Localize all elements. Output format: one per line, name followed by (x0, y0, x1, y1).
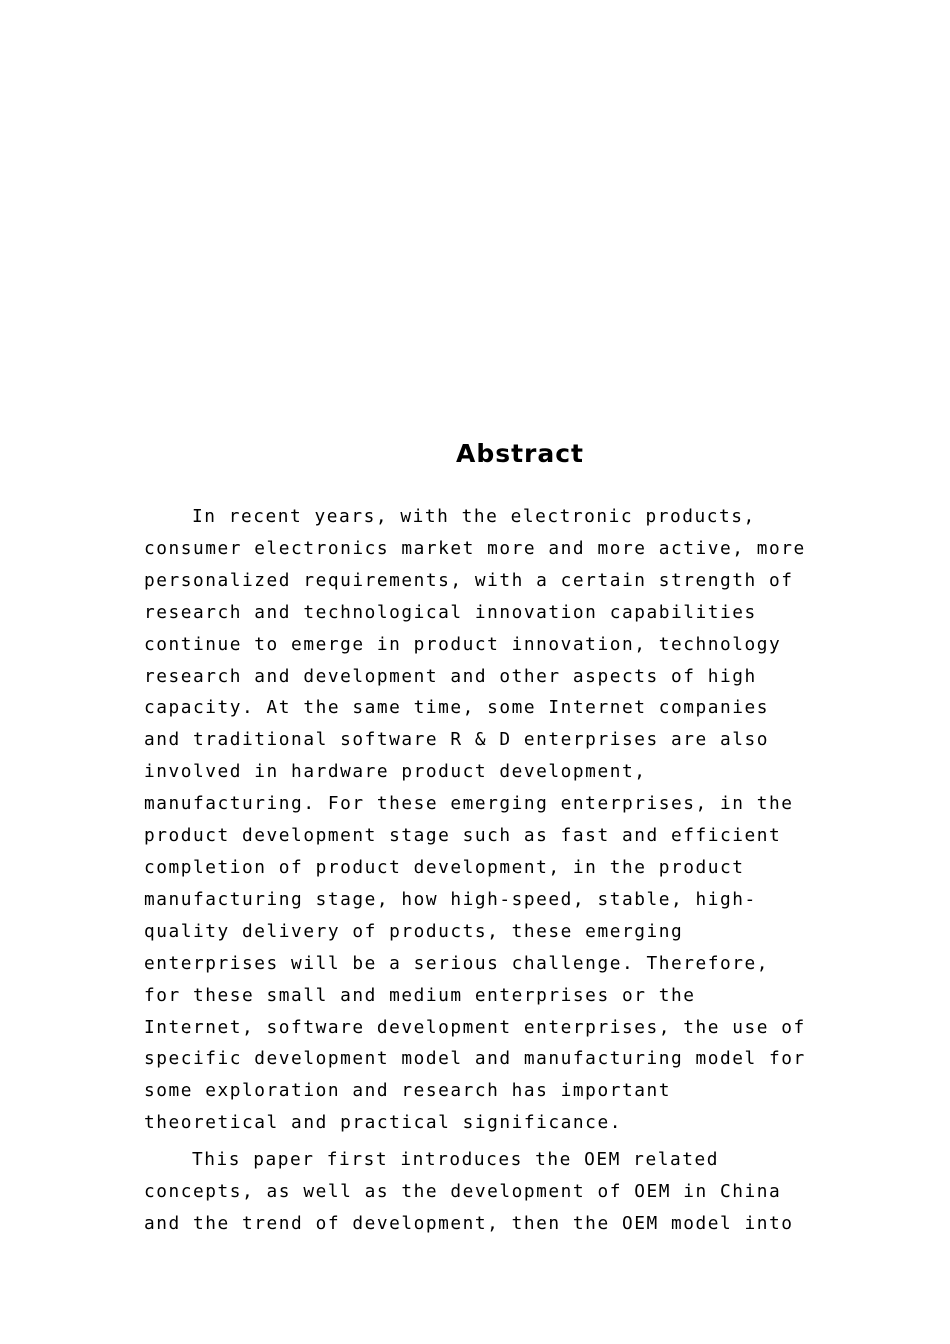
paragraph-line: quality delivery of products, these emerging (144, 920, 684, 942)
paragraph-line: theoretical and practical significance. (144, 1112, 622, 1134)
paragraph-line: personalized requirements, with a certain strength of (144, 569, 794, 591)
paragraph-line: consumer electronics market more and more active, more (144, 537, 806, 559)
paragraph-line: some exploration and research has important (144, 1080, 671, 1102)
paragraph-line: product development stage such as fast and efficient (144, 825, 782, 847)
paragraph-line: concepts, as well as the development of OEM in China (144, 1181, 782, 1203)
paragraph-line: capacity. At the same time, some Internet companies (144, 697, 770, 719)
paragraph-line: research and technological innovation capabilities (144, 601, 757, 623)
paragraph-line: In recent years, with the electronic products, (192, 506, 756, 527)
paragraph-line: manufacturing stage, how high-speed, stable, high- (144, 888, 757, 910)
abstract-body (144, 501, 844, 1240)
paragraph-line: continue to emerge in product innovation, technology (144, 633, 782, 655)
paragraph-line: research and development and other aspects of high (144, 665, 757, 687)
paragraph-line: for these small and medium enterprises or the (144, 984, 696, 1006)
paragraph-line: completion of product development, in the product (144, 856, 745, 878)
abstract-title: Abstract (455, 439, 585, 468)
paragraph-line: This paper first introduces the OEM related (192, 1149, 719, 1171)
paragraph-2 (144, 1144, 844, 1240)
paragraph-line: involved in hardware product development, (144, 761, 647, 783)
paragraph-line: specific development model and manufacturing model for (144, 1048, 806, 1070)
paragraph-line: manufacturing. For these emerging enterprises, in the (144, 793, 794, 815)
paragraph-line: and the trend of development, then the OEM model into (144, 1212, 794, 1234)
paragraph-line: Internet, software development enterprises, the use of (144, 1016, 806, 1038)
paragraph-1 (144, 501, 844, 1139)
paragraph-line: and traditional software R & D enterprises are also (144, 729, 770, 751)
paragraph-line: enterprises will be a serious challenge. Therefore, (144, 952, 770, 974)
